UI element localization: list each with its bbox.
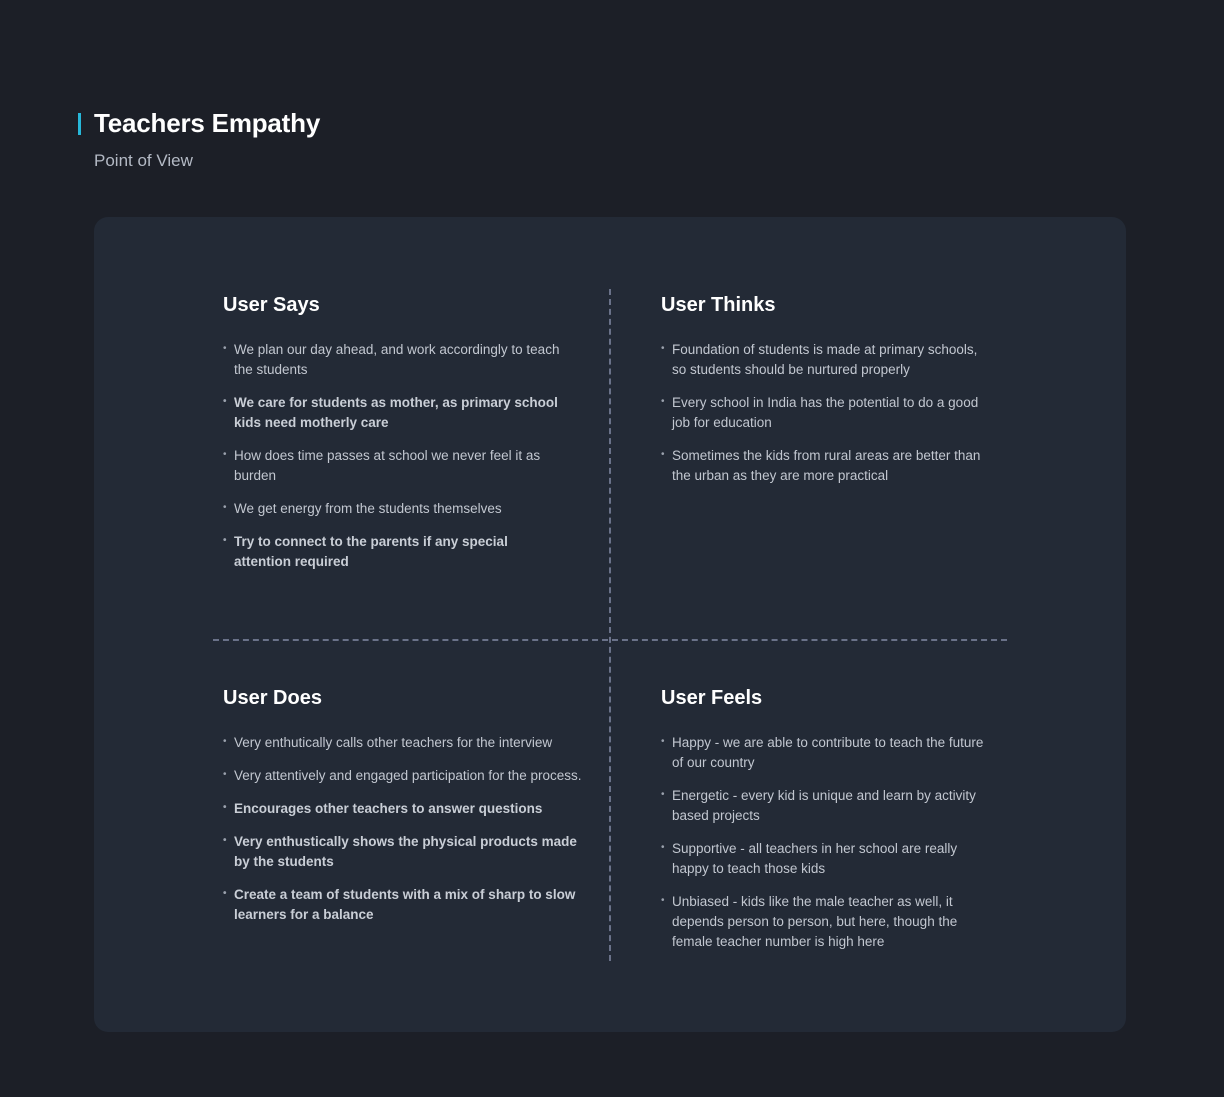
- list-item-text: How does time passes at school we never feel it as burden: [234, 448, 541, 483]
- bullet-icon: •: [223, 535, 227, 546]
- bullet-icon: •: [223, 396, 227, 407]
- bullet-icon: •: [661, 789, 665, 800]
- list-item-text: Supportive - all teachers in her school are really happy to teach those kids: [672, 841, 958, 876]
- quadrant-list: [661, 733, 996, 952]
- list-item: [661, 892, 996, 952]
- list-item-text: Foundation of students is made at primary schools, so students should be nurtured properly: [672, 342, 978, 377]
- quadrant-title: User Does: [223, 687, 322, 709]
- quadrant-list: [661, 340, 991, 486]
- list-item: [223, 499, 568, 519]
- list-item: [661, 340, 991, 380]
- list-item: [223, 799, 583, 819]
- list-item: [223, 446, 568, 486]
- list-item-text: Very enthutically calls other teachers for the interview: [234, 735, 553, 750]
- bullet-icon: •: [223, 888, 227, 899]
- bullet-icon: •: [661, 842, 665, 853]
- page-subtitle: Point of View: [94, 151, 193, 170]
- quadrant-user-feels: [661, 685, 996, 965]
- list-item: [223, 885, 583, 925]
- list-item: [661, 393, 991, 433]
- bullet-icon: •: [223, 769, 227, 780]
- list-item-text: We plan our day ahead, and work accordingly to teach the students: [234, 342, 560, 377]
- list-item-text: Unbiased - kids like the male teacher as well, it depends person to person, but here, though the female teacher number is high here: [672, 894, 958, 949]
- list-item: [223, 766, 583, 786]
- list-item-text: We care for students as mother, as primary school kids need motherly care: [234, 395, 558, 430]
- list-item-text: Very attentively and engaged participation for the process.: [234, 768, 582, 783]
- list-item: [223, 733, 583, 753]
- horizontal-divider: [213, 639, 1007, 641]
- list-item: [223, 532, 568, 572]
- vertical-divider: [609, 289, 611, 961]
- list-item-text: Sometimes the kids from rural areas are better than the urban as they are more practical: [672, 448, 981, 483]
- bullet-icon: •: [223, 449, 227, 460]
- list-item: [661, 446, 991, 486]
- bullet-icon: •: [661, 449, 665, 460]
- page-title: Teachers Empathy: [94, 108, 321, 138]
- bullet-icon: •: [223, 802, 227, 813]
- bullet-icon: •: [661, 396, 665, 407]
- list-item-text: Happy - we are able to contribute to teach the future of our country: [672, 735, 984, 770]
- bullet-icon: •: [661, 736, 665, 747]
- list-item: [223, 832, 583, 872]
- list-item-text: Energetic - every kid is unique and learn by activity based projects: [672, 788, 976, 823]
- list-item: [223, 393, 568, 433]
- quadrant-title: User Thinks: [661, 294, 776, 316]
- list-item-text: Every school in India has the potential to do a good job for education: [672, 395, 979, 430]
- list-item-text: We get energy from the students themselves: [234, 501, 502, 516]
- list-item-text: Encourages other teachers to answer questions: [234, 801, 543, 816]
- quadrant-title: User Feels: [661, 687, 763, 709]
- quadrant-list: [223, 733, 583, 925]
- list-item: [661, 733, 996, 773]
- list-item-text: Try to connect to the parents if any special attention required: [234, 534, 508, 569]
- quadrant-user-thinks: [661, 292, 991, 499]
- quadrant-title: User Says: [223, 294, 320, 316]
- quadrant-user-says: [223, 292, 568, 585]
- bullet-icon: •: [661, 343, 665, 354]
- list-item: [661, 839, 996, 879]
- title-row: [78, 108, 320, 139]
- bullet-icon: •: [223, 343, 227, 354]
- title-accent-bar: [78, 113, 81, 135]
- bullet-icon: •: [223, 835, 227, 846]
- quadrant-user-does: [223, 685, 583, 938]
- list-item-text: Very enthustically shows the physical products made by the students: [234, 834, 577, 869]
- list-item-text: Create a team of students with a mix of sharp to slow learners for a balance: [234, 887, 576, 922]
- quadrant-list: [223, 340, 568, 572]
- page-header: [78, 108, 320, 171]
- bullet-icon: •: [223, 502, 227, 513]
- list-item: [223, 340, 568, 380]
- list-item: [661, 786, 996, 826]
- bullet-icon: •: [661, 895, 665, 906]
- bullet-icon: •: [223, 736, 227, 747]
